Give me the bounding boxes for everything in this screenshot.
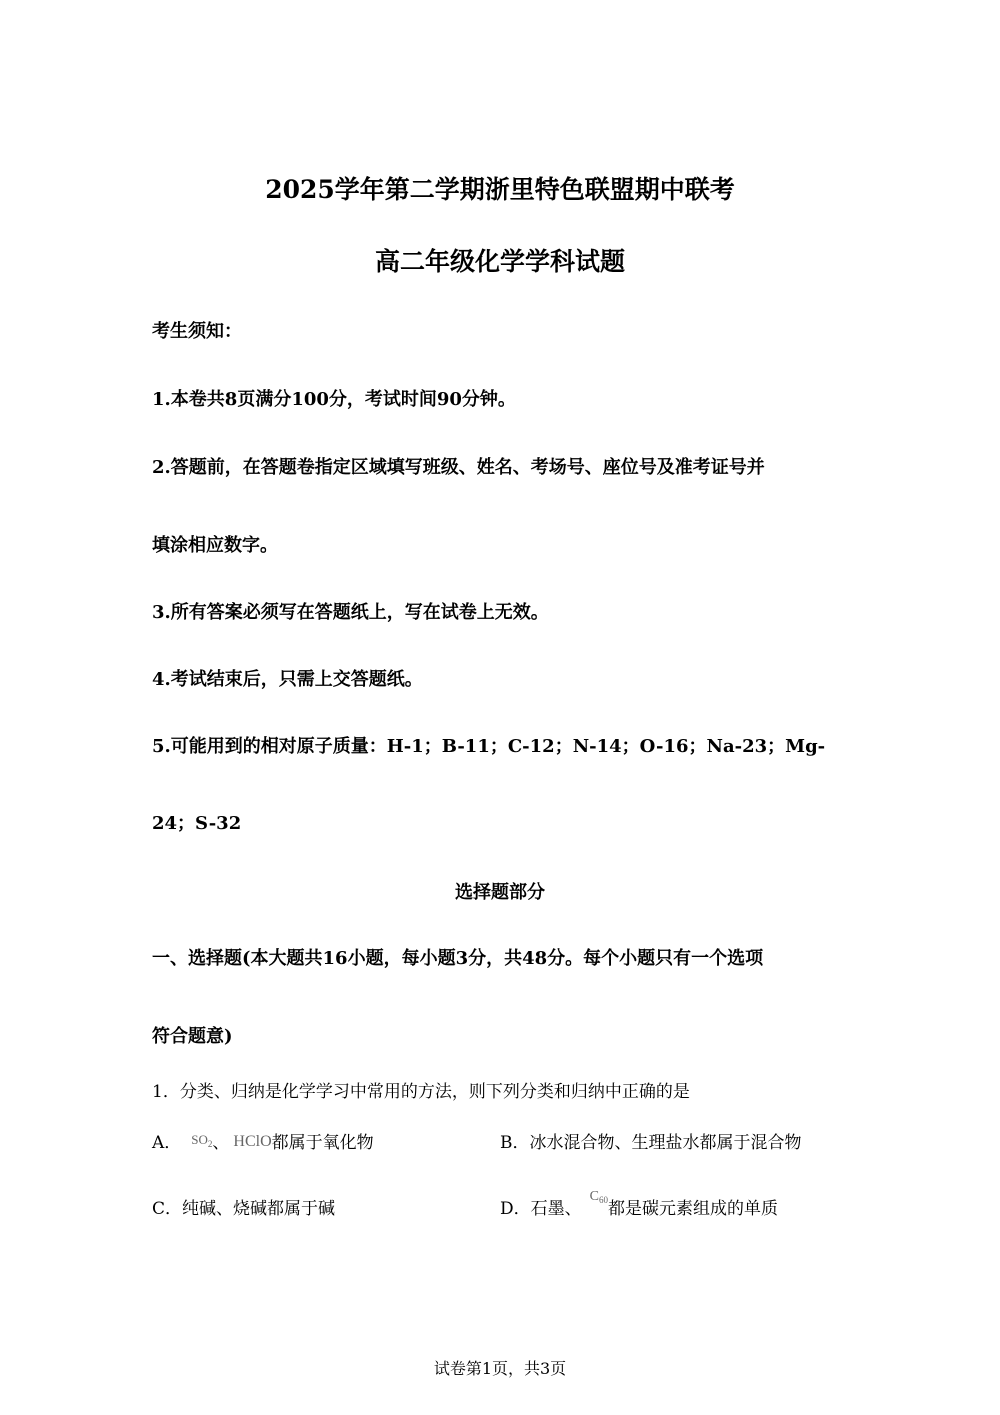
formula-c60-sub: 60 bbox=[598, 1195, 608, 1205]
notice-item-5: 5.可能用到的相对原子质量：H-1；B-11；C-12；N-14；O-16；Na-23；Mg- bbox=[152, 736, 826, 757]
question-1-option-a bbox=[152, 1128, 374, 1153]
formula-c60 bbox=[590, 1189, 608, 1204]
option-a-separator: 、 bbox=[212, 1133, 230, 1153]
question-1-option-d bbox=[500, 1189, 778, 1219]
notice-item-1: 1.本卷共8页满分100分，考试时间90分钟。 bbox=[152, 389, 516, 410]
formula-so2-sub: 2 bbox=[207, 1139, 213, 1149]
part-instructions: 一、选择题(本大题共16小题，每小题3分，共48分。每个小题只有一个选项 bbox=[152, 948, 764, 969]
part-instructions-cont: 符合题意) bbox=[152, 1026, 233, 1047]
page-footer: 试卷第1页，共3页 bbox=[433, 1359, 567, 1378]
question-1-option-c: C．纯碱、烧碱都属于碱 bbox=[152, 1199, 336, 1219]
option-a-label: A． bbox=[152, 1133, 182, 1153]
notice-heading: 考生须知： bbox=[152, 321, 242, 342]
formula-so2-base: SO bbox=[191, 1132, 208, 1147]
question-1-option-b: B．冰水混合物、生理盐水都属于混合物 bbox=[500, 1133, 802, 1153]
question-1-stem: 1．分类、归纳是化学学习中常用的方法，则下列分类和归纳中正确的是 bbox=[152, 1082, 690, 1102]
section-title: 选择题部分 bbox=[455, 882, 545, 903]
formula-c60-base: C bbox=[589, 1189, 599, 1204]
option-d-text: 都是碳元素组成的单质 bbox=[607, 1199, 778, 1219]
formula-so2 bbox=[191, 1132, 212, 1147]
notice-item-3: 3.所有答案必须写在答题纸上，写在试卷上无效。 bbox=[152, 602, 549, 623]
notice-item-2-cont: 填涂相应数字。 bbox=[152, 535, 278, 556]
notice-item-2: 2.答题前，在答题卷指定区域填写班级、姓名、考场号、座位号及准考证号并 bbox=[152, 457, 765, 478]
exam-title: 2025学年第二学期浙里特色联盟期中联考 bbox=[265, 175, 735, 204]
exam-subtitle: 高二年级化学学科试题 bbox=[374, 247, 625, 276]
formula-hclo: HClO bbox=[233, 1133, 272, 1150]
notice-item-4: 4.考试结束后，只需上交答题纸。 bbox=[152, 669, 423, 690]
option-a-text: 都属于氧化物 bbox=[271, 1133, 374, 1153]
option-d-label: D．石墨、 bbox=[500, 1199, 582, 1219]
notice-item-5-cont: 24；S-32 bbox=[152, 813, 242, 834]
